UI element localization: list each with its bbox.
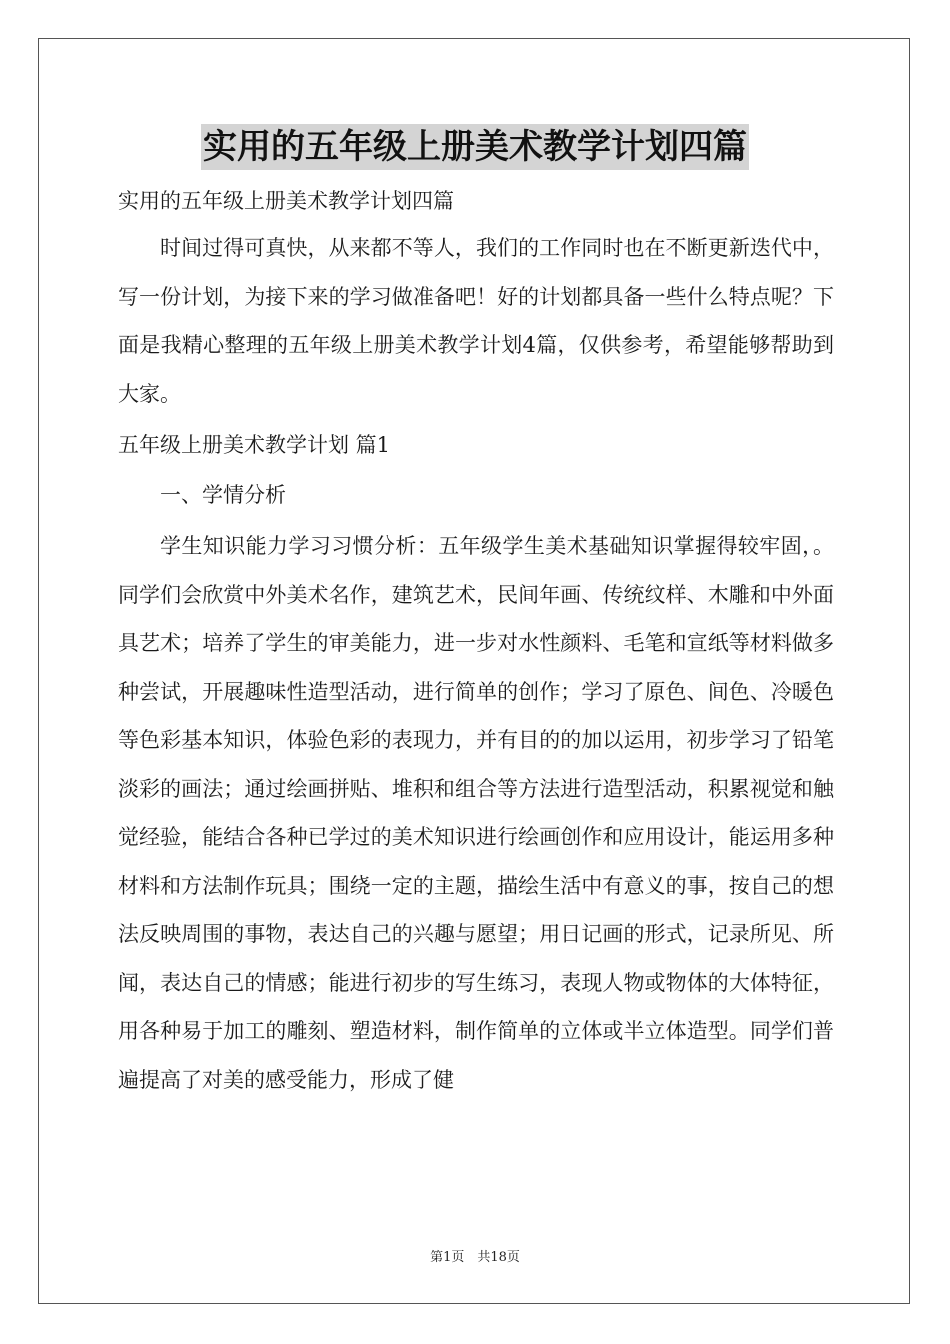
section-heading: 五年级上册美术教学计划 篇1 xyxy=(118,433,391,457)
document-title: 实用的五年级上册美术教学计划四篇 xyxy=(201,124,749,170)
body-paragraph: 学生知识能力学习习惯分析：五年级学生美术基础知识掌握得较牢固，。同学们会欣赏中外美术名作，建筑艺术，民间年画、传统纹样、木雕和中外面具艺术；培养了学生的审美能力，进一步对水性颜料、毛笔和宣纸等材料做多种尝试，开展趣味性造型活动，进行简单的创作；学习了原色、间色、冷暖色等色彩基本知识，体验色彩的表现力，并有目的的加以运用，初步学习了铅笔淡彩的画法；通过绘画拼贴、堆积和组合等方法进行造型活动，积累视觉和触觉经验，能结合各种已学过的美术知识进行绘画创作和应用设计，能运用多种材料和方法制作玩具；围绕一定的主题，描绘生活中有意义的事，按自己的想法反映周围的事物，表达自己的兴趣与愿望；用日记画的形式，记录所见、所闻，表达自己的情感；能进行初步的写生练习，表现人物或物体的大体特征，用各种易于加工的雕刻、塑造材料，制作简单的立体或半立体造型。同学们普遍提高了对美的感受能力，形成了健 xyxy=(118,534,834,1092)
page-footer: 第1页 共18页 xyxy=(430,1250,520,1265)
document-subtitle: 实用的五年级上册美术教学计划四篇 xyxy=(118,189,454,213)
document-body xyxy=(118,178,834,1104)
intro-paragraph: 时间过得可真快，从来都不等人，我们的工作同时也在不断更新迭代中，写一份计划，为接下来的学习做准备吧！好的计划都具备一些什么特点呢？下面是我精心整理的五年级上册美术教学计划4篇，仅供参考，希望能够帮助到大家。 xyxy=(118,236,834,406)
subsection-heading: 一、学情分析 xyxy=(160,483,286,507)
title-wrap xyxy=(0,124,950,170)
